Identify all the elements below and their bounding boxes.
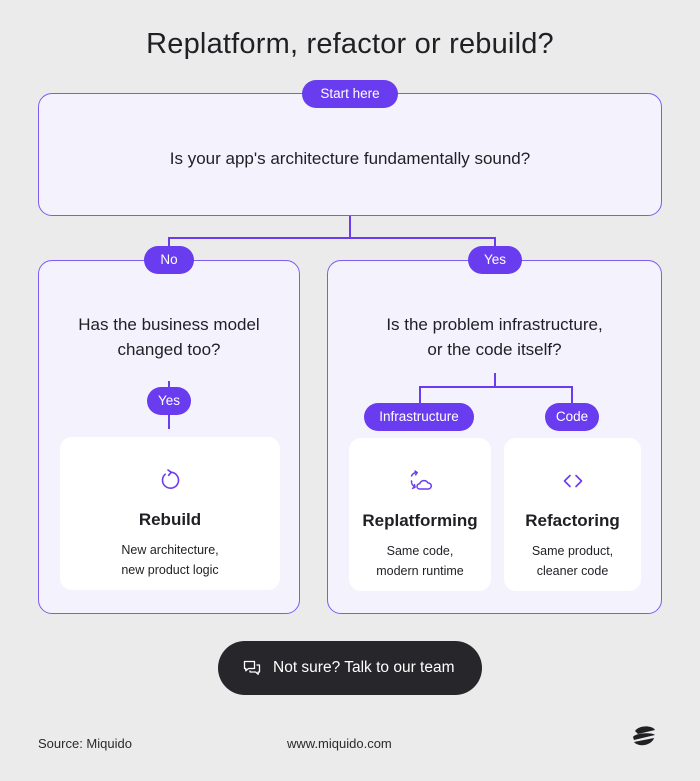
talk-to-team-label: Not sure? Talk to our team xyxy=(273,659,455,676)
diagram-title: Replatform, refactor or rebuild? xyxy=(146,28,554,60)
code-pill: Code xyxy=(545,403,599,431)
rebuild-desc-line2: new product logic xyxy=(121,563,219,577)
start-box xyxy=(38,93,662,216)
replatforming-desc-line1: Same code, xyxy=(386,544,454,558)
rebuild-title: Rebuild xyxy=(138,510,202,529)
replatforming-desc xyxy=(349,541,491,581)
connector-top-horizontal xyxy=(168,237,495,239)
yes-connector-stem xyxy=(494,373,496,387)
refactoring-desc-line2: cleaner code xyxy=(536,564,609,578)
source-label: Source: Miquido xyxy=(38,736,132,751)
refactoring-card xyxy=(504,438,641,591)
yes-question-line2: or the code itself? xyxy=(427,340,562,359)
yes-branch-box xyxy=(327,260,662,614)
start-question: Is your app's architecture fundamentally sound? xyxy=(169,149,531,168)
code-brackets-icon xyxy=(560,468,586,494)
rebuild-card xyxy=(60,437,280,590)
no-branch-box xyxy=(38,260,300,614)
miquido-logo xyxy=(630,722,658,750)
replatforming-card xyxy=(349,438,491,591)
connector-top-stem xyxy=(349,216,351,238)
start-pill: Start here xyxy=(302,80,398,108)
rebuild-desc-line1: New architecture, xyxy=(121,543,219,557)
website-link[interactable]: www.miquido.com xyxy=(287,736,392,751)
no-connector-lower xyxy=(168,413,170,429)
refresh-icon xyxy=(157,467,183,493)
no-question-line2: changed too? xyxy=(117,340,221,359)
replatforming-desc-line2: modern runtime xyxy=(376,564,464,578)
refactoring-title: Refactoring xyxy=(525,511,620,530)
no-pill: No xyxy=(144,246,194,274)
talk-to-team-button[interactable] xyxy=(218,641,482,695)
yes-question-line1: Is the problem infrastructure, xyxy=(386,315,603,334)
yes-connector-horizontal xyxy=(419,386,572,388)
refactoring-desc-line1: Same product, xyxy=(531,544,614,558)
refactoring-desc xyxy=(504,541,641,581)
rebuild-desc xyxy=(60,540,280,580)
yes-pill: Yes xyxy=(468,246,522,274)
chat-bubbles-icon xyxy=(242,658,262,678)
no-yes-pill: Yes xyxy=(147,387,191,415)
replatforming-title: Replatforming xyxy=(362,511,478,530)
cloud-sync-icon xyxy=(407,468,433,494)
infrastructure-pill: Infrastructure xyxy=(364,403,474,431)
no-question-line1: Has the business model xyxy=(78,315,260,334)
no-branch-question xyxy=(39,312,299,362)
yes-branch-question xyxy=(328,312,661,362)
